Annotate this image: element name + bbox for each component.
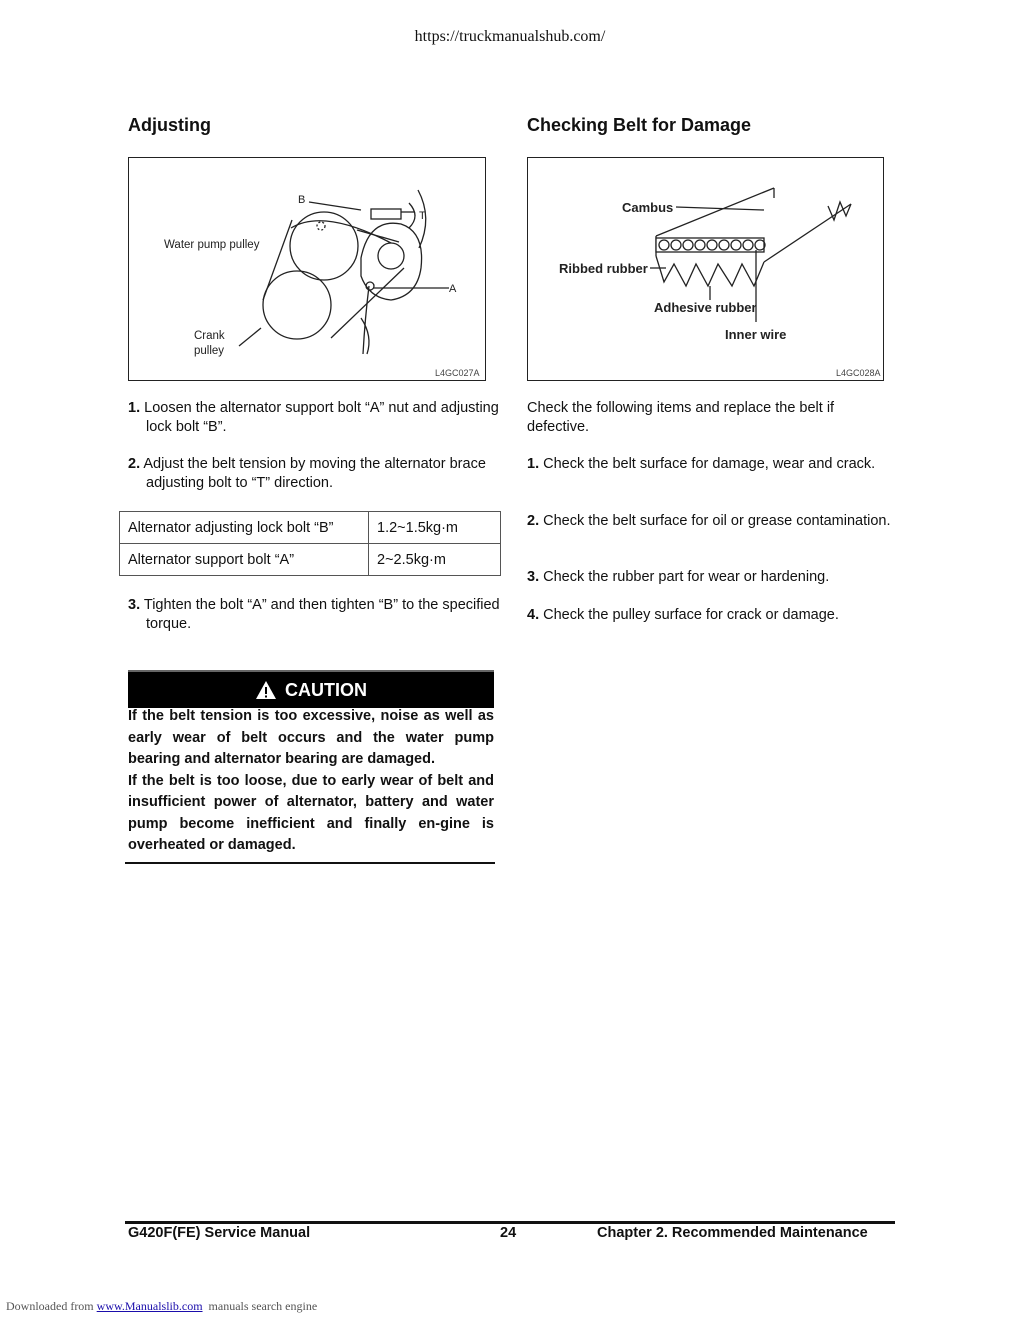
right-step-1 bbox=[527, 455, 895, 474]
section-title-adjusting: Adjusting bbox=[128, 115, 211, 135]
left-step-1 bbox=[128, 399, 506, 437]
spec-item: Alternator adjusting lock bolt “B” bbox=[120, 512, 369, 544]
spec-value: 1.2~1.5kg·m bbox=[369, 512, 501, 544]
table-row bbox=[120, 512, 501, 544]
step-number: 2. bbox=[128, 456, 141, 472]
download-suffix: manuals search engine bbox=[208, 1299, 318, 1313]
water-pump-pulley-shape bbox=[290, 212, 358, 280]
warning-icon bbox=[255, 680, 277, 700]
footer-manual-title: G420F(FE) Service Manual bbox=[128, 1225, 311, 1241]
label-inner-wire: Inner wire bbox=[725, 327, 787, 342]
belt-damage-figure bbox=[527, 157, 884, 381]
footer-chapter: Chapter 2. Recommended Maintenance bbox=[597, 1225, 868, 1241]
step-text: Tighten the bolt “A” and then tighten “B” to the specified torque. bbox=[143, 597, 500, 632]
step-number: 1. bbox=[527, 456, 540, 472]
caution-title: CAUTION bbox=[285, 679, 367, 700]
spec-item: Alternator support bolt “A” bbox=[120, 544, 369, 576]
table-row bbox=[120, 544, 501, 576]
step-text: Adjust the belt tension by moving the alternator brace adjusting bolt to “T” direction. bbox=[143, 456, 486, 491]
step-text: Check the rubber part for wear or hardening. bbox=[543, 569, 830, 585]
label-ribbed-rubber: Ribbed rubber bbox=[559, 261, 648, 276]
step-number: 3. bbox=[527, 569, 540, 585]
spec-value: 2~2.5kg·m bbox=[369, 544, 501, 576]
download-prefix: Downloaded from bbox=[6, 1299, 94, 1313]
label-t: T bbox=[419, 210, 426, 222]
step-text: Check the belt surface for oil or grease contamination. bbox=[543, 513, 891, 529]
right-step-3 bbox=[527, 568, 895, 587]
step-text: Check the belt surface for damage, wear and crack. bbox=[543, 456, 876, 472]
alternator-pulley-shape bbox=[378, 243, 404, 269]
download-note bbox=[6, 1299, 317, 1314]
belt-adjust-diagram bbox=[129, 158, 485, 380]
crank-pulley-shape bbox=[263, 271, 331, 339]
label-water-pump-pulley: Water pump pulley bbox=[164, 239, 260, 251]
left-step-2 bbox=[128, 455, 506, 493]
right-step-2 bbox=[527, 512, 895, 531]
caution-banner bbox=[128, 670, 494, 708]
manualslib-link[interactable]: www.Manualslib.com bbox=[96, 1299, 203, 1313]
label-crank-line2: pulley bbox=[194, 345, 225, 357]
step-text: Check the pulley surface for crack or damage. bbox=[543, 607, 839, 623]
left-step-3 bbox=[128, 596, 506, 634]
step-text: Loosen the alternator support bolt “A” nut and adjusting lock bolt “B”. bbox=[144, 400, 499, 435]
step-number: 4. bbox=[527, 607, 540, 623]
caution-text-2: If the belt is too loose, due to early wear of belt and insufficient power of alternator, battery and water pump become inefficient and finally en-gine is overheated or damaged. bbox=[128, 772, 494, 853]
label-adhesive-rubber: Adhesive rubber bbox=[654, 300, 757, 315]
torque-spec-table bbox=[119, 511, 501, 576]
label-a: A bbox=[449, 283, 457, 295]
belt-adjust-figure bbox=[128, 157, 486, 381]
caution-bottom-rule bbox=[125, 862, 495, 864]
step-number: 1. bbox=[128, 400, 141, 416]
belt-cross-section-diagram bbox=[528, 158, 883, 380]
caution-text-1: If the belt tension is too excessive, noise as well as early wear of belt occurs and the water pump bearing and alternator bearing are damaged. bbox=[128, 708, 494, 767]
header-url: https://truckmanualshub.com/ bbox=[414, 28, 606, 45]
label-cambus: Cambus bbox=[622, 200, 674, 215]
footer-rule bbox=[125, 1221, 895, 1224]
right-step-4 bbox=[527, 606, 895, 625]
section-title-checking: Checking Belt for Damage bbox=[527, 115, 752, 135]
caution-body bbox=[128, 706, 494, 857]
label-b: B bbox=[298, 194, 306, 206]
step-number: 2. bbox=[527, 513, 540, 529]
figure-code-left: L4GC027A bbox=[435, 368, 480, 378]
step-number: 3. bbox=[128, 597, 141, 613]
right-intro: Check the following items and replace the belt if defective. bbox=[527, 400, 835, 435]
footer-page-number: 24 bbox=[500, 1225, 517, 1241]
label-crank-line1: Crank bbox=[194, 330, 225, 342]
figure-code-right: L4GC028A bbox=[836, 368, 881, 378]
